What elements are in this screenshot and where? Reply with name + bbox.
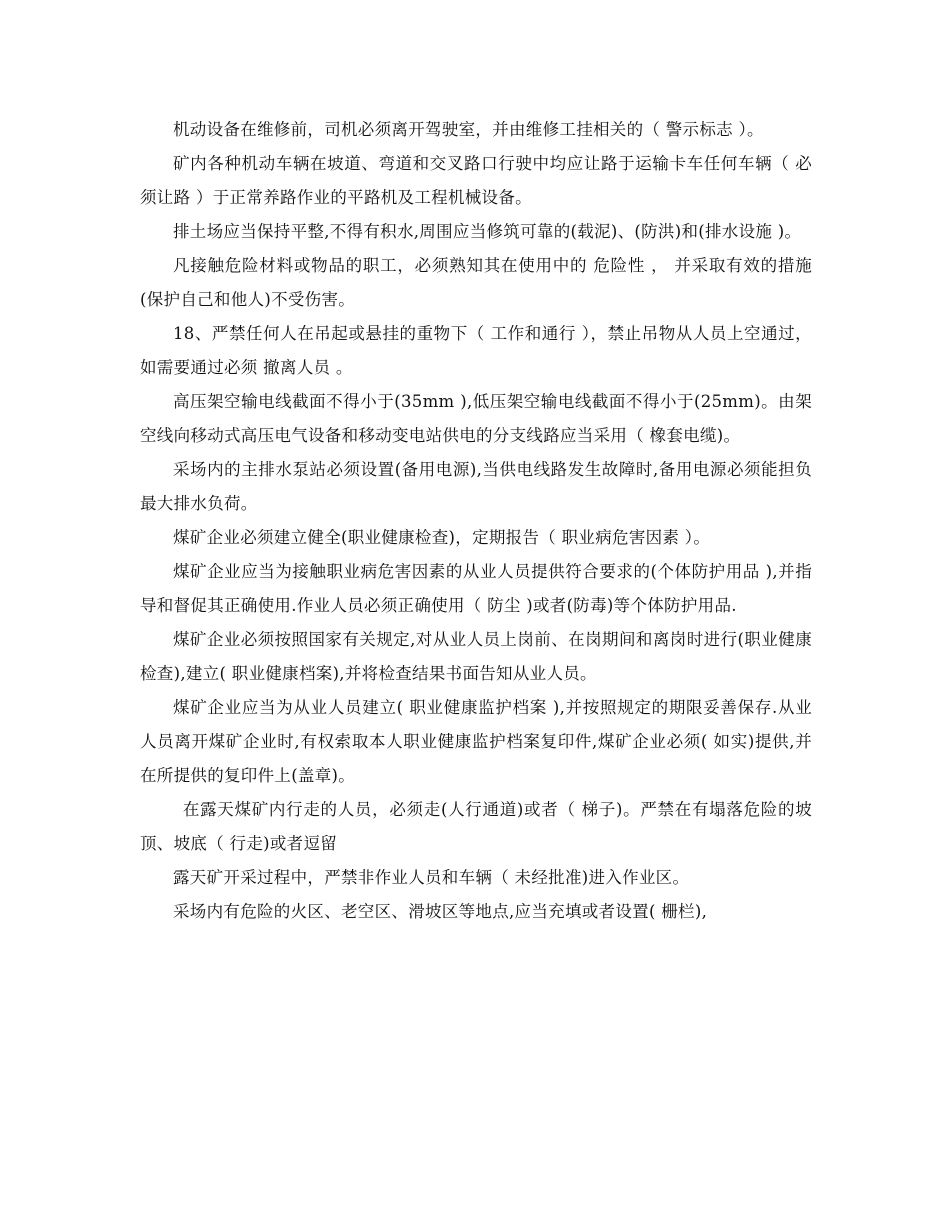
paragraph-1: 机动设备在维修前，司机必须离开驾驶室，并由维修工挂相关的（ 警示标志 ）。 xyxy=(173,120,764,139)
paragraph-10: 煤矿企业必须按照国家有关规定,对从业人员上岗前、在岗期间和离岗时进行(职业健康检查),建立( 职业健康档案),并将检查结果书面告知从业人员。 xyxy=(140,630,812,683)
document-body xyxy=(140,113,812,929)
paragraph-3: 排土场应当保持平整,不得有积水,周围应当修筑可靠的(载泥)、(防洪)和(排水设施 )。 xyxy=(173,222,802,241)
paragraph-2: 矿内各种机动车辆在坡道、弯道和交叉路口行驶中均应让路于运输卡车任何车辆（ 必须让路 ）于正常养路作业的平路机及工程机械设备。 xyxy=(140,154,812,207)
paragraph-7: 采场内的主排水泵站必须设置(备用电源),当供电线路发生故障时,备用电源必须能担负最大排水负荷。 xyxy=(140,460,812,513)
paragraph-9: 煤矿企业应当为接触职业病危害因素的从业人员提供符合要求的(个体防护用品 ),并指导和督促其正确使用.作业人员必须正确使用（ 防尘 )或者(防毒)等个体防护用品. xyxy=(140,562,812,615)
paragraph-12: 在露天煤矿内行走的人员，必须走(人行通道)或者（ 梯子)。严禁在有塌落危险的坡顶、坡底（ 行走)或者逗留 xyxy=(140,800,812,853)
paragraph-11: 煤矿企业应当为从业人员建立( 职业健康监护档案 ),并按照规定的期限妥善保存.从业人员离开煤矿企业时,有权索取本人职业健康监护档案复印件,煤矿企业必须( 如实)提供,并在所提供的复印件上(盖章)。 xyxy=(140,698,812,785)
paragraph-4: 凡接触危险材料或物品的职工，必须熟知其在使用中的 危险性 ， 并采取有效的措施(保护自己和他人)不受伤害。 xyxy=(140,256,812,309)
paragraph-6: 高压架空输电线截面不得小于(35mm ),低压架空输电线截面不得小于(25mm)。由架空线向移动式高压电气设备和移动变电站供电的分支线路应当采用（ 橡套电缆)。 xyxy=(140,392,812,445)
paragraph-5: 18、严禁任何人在吊起或悬挂的重物下（ 工作和通行 ），禁止吊物从人员上空通过，如需要通过必须 撤离人员 。 xyxy=(140,324,812,377)
paragraph-8: 煤矿企业必须建立健全(职业健康检查)，定期报告（ 职业病危害因素 ）。 xyxy=(173,528,711,547)
paragraph-13: 露天矿开采过程中，严禁非作业人员和车辆（ 未经批准)进入作业区。 xyxy=(173,868,690,887)
paragraph-14: 采场内有危险的火区、老空区、滑坡区等地点,应当充填或者设置( 栅栏), xyxy=(173,902,708,921)
